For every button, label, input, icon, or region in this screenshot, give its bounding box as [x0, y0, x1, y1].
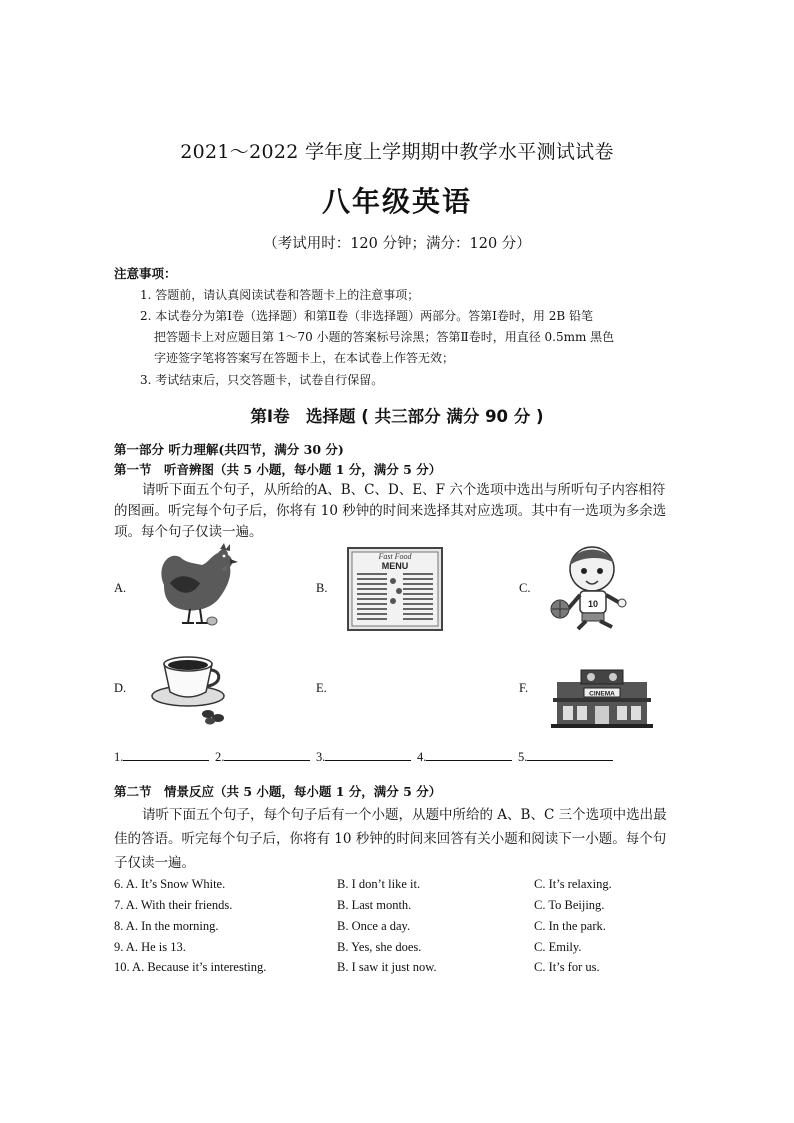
- time-info: （考试用时：120 分钟；满分：120 分）: [263, 236, 531, 252]
- hen-icon: [150, 543, 240, 629]
- answer-blank-2: 2.: [215, 748, 310, 765]
- option-label-f: F.: [519, 681, 529, 695]
- option-label-c: C.: [519, 581, 531, 595]
- question-8-option-c: C. In the park.: [534, 919, 606, 933]
- notice-item-1: 1. 答题前，请认真阅读试卷和答题卡上的注意事项；: [140, 288, 420, 302]
- notice-item-2-end: 字迹签字笔将答案写在答题卡上，在本试卷上作答无效；: [154, 351, 455, 365]
- cinema-sign: CINEMA: [589, 690, 615, 698]
- question-9-option-b: B. Yes, she does.: [337, 940, 422, 954]
- menu-title-text: Fast Food: [378, 552, 412, 561]
- question-7-option-b: B. Last month.: [337, 898, 412, 912]
- question-7-option-c: C. To Beijing.: [534, 898, 605, 912]
- question-10-option-a: 10. A. Because it’s interesting.: [114, 960, 267, 974]
- section2-instruction-1: 请听下面五个句子，每个句子后有一个小题，从题中所给的 A、B、C 三个选项中选出最: [142, 807, 667, 823]
- section1-heading: 第一节 听音辨图（共 5 小题，每小题 1 分，满分 5 分）: [114, 462, 442, 477]
- question-8-option-b: B. Once a day.: [337, 919, 411, 933]
- subject-title: 八年级英语: [321, 185, 472, 218]
- section2-heading: 第二节 情景反应（共 5 小题，每小题 1 分，满分 5 分）: [114, 784, 442, 799]
- option-label-e: E.: [316, 681, 327, 695]
- question-7-option-a: 7. A. With their friends.: [114, 898, 233, 912]
- menu-word-text: MENU: [381, 561, 409, 571]
- notice-heading: 注意事项：: [114, 266, 177, 281]
- answer-blank-1: 1.: [114, 748, 209, 765]
- answer-blank-4: 4.: [417, 748, 512, 765]
- answer-blank-3: 3.: [316, 748, 411, 765]
- question-10-option-b: B. I saw it just now.: [337, 960, 437, 974]
- question-9-option-a: 9. A. He is 13.: [114, 940, 186, 954]
- cinema-icon: [551, 668, 653, 728]
- notice-item-3: 3. 考试结束后，只交答题卡，试卷自行保留。: [140, 373, 384, 387]
- answer-blank-5: 5.: [518, 748, 613, 765]
- option-label-d: D.: [114, 681, 127, 695]
- part-title: 第Ⅰ卷 选择题 ( 共三部分 满分 90 分 ): [250, 407, 544, 426]
- fast-food-menu-icon: [347, 547, 443, 631]
- boy-basketball-icon: [548, 543, 632, 631]
- section2-instruction-3: 子仅读一遍。: [114, 855, 195, 871]
- question-10-option-c: C. It’s for us.: [534, 960, 600, 974]
- notice-item-2: 2. 本试卷分为第Ⅰ卷（选择题）和第Ⅱ卷（非选择题）两部分。答第Ⅰ卷时，用 2B 铅笔: [140, 309, 593, 323]
- coffee-cup-icon: [150, 648, 232, 726]
- question-6-option-b: B. I don’t like it.: [337, 877, 421, 891]
- section1-instruction-2: 的图画。听完每个句子后，你将有 10 秒钟的时间来选择其对应选项。其中有一选项为多余选: [114, 503, 667, 519]
- question-6-option-a: 6. A. It’s Snow White.: [114, 877, 226, 891]
- jersey-number: 10: [587, 599, 599, 609]
- question-9-option-c: C. Emily.: [534, 940, 582, 954]
- option-label-a: A.: [114, 581, 127, 595]
- option-label-b: B.: [316, 581, 328, 595]
- part-heading: 第一部分 听力理解(共四节，满分 30 分): [114, 442, 344, 457]
- question-8-option-a: 8. A. In the morning.: [114, 919, 219, 933]
- section1-instruction-1: 请听下面五个句子，从所给的A、B、C、D、E、F 六个选项中选出与所听句子内容相符: [142, 482, 666, 498]
- question-6-option-c: C. It’s relaxing.: [534, 877, 612, 891]
- section1-instruction-3: 项。每个句子仅读一遍。: [114, 524, 263, 540]
- section2-instruction-2: 佳的答语。听完每个句子后，你将有 10 秒钟的时间来回答有关小题和阅读下一小题。每个句: [114, 831, 667, 847]
- notice-item-2-cont: 把答题卡上对应题目第 1～70 小题的答案标号涂黑；答第Ⅱ卷时，用直径 0.5mm 黑色: [154, 330, 615, 344]
- exam-title: 2021～2022 学年度上学期期中教学水平测试试卷: [180, 141, 614, 163]
